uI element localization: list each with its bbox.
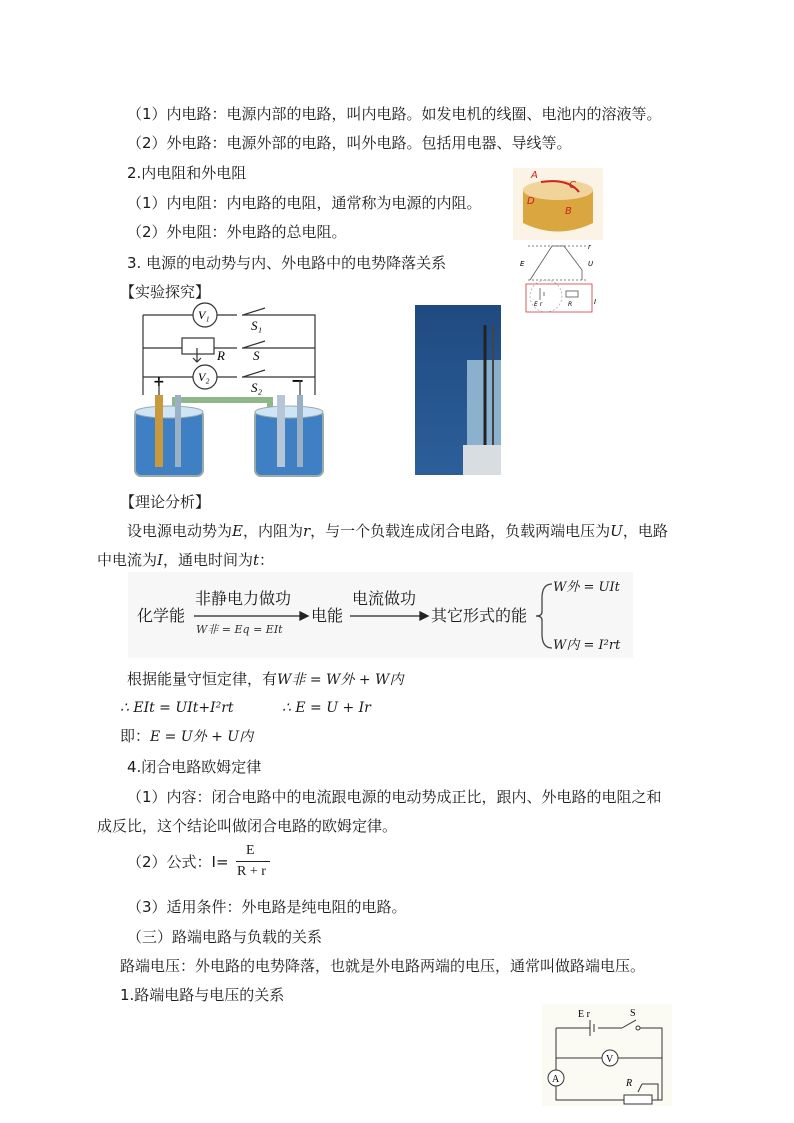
flow-current-work: 电流做功: [352, 589, 417, 608]
flow-electric-energy: 电能: [311, 606, 344, 625]
svg-text:C: C: [569, 180, 576, 191]
svg-text:I: I: [594, 298, 597, 306]
svg-text:S₂: S₂: [251, 380, 263, 395]
label-experiment: 【实验探究】: [120, 283, 211, 301]
ohm-fraction-denominator: R + r: [237, 864, 266, 879]
section-heading-emf: 3. 电源的电动势与内、外电路中的电势降落关系: [127, 254, 447, 272]
svg-text:−: −: [291, 371, 305, 390]
label-theory: 【理论分析】: [120, 493, 211, 511]
svg-text:S: S: [253, 348, 260, 363]
section-heading-ohm: 4.闭合电路欧姆定律: [127, 758, 262, 776]
svg-text:U: U: [588, 260, 594, 268]
svg-text:R: R: [568, 301, 573, 308]
symbol-t: t: [252, 551, 259, 569]
ohm-formula-label: （2）公式：I=: [127, 853, 229, 871]
experiment-photo: [415, 305, 501, 475]
symbol-u: U: [610, 522, 623, 540]
ohm-condition: （3）适用条件：外电路是纯电阻的电路。: [127, 898, 407, 916]
svg-text:R: R: [626, 1078, 633, 1089]
symbol-e: E: [232, 522, 243, 540]
ohm-fraction-numerator: E: [246, 843, 255, 858]
formula-e-sum: E = U外 + U内: [150, 729, 254, 745]
derivation-e-u-ir: ∴ E = U + Ir: [282, 700, 371, 716]
svg-text:+: +: [153, 374, 165, 390]
energy-conservation-line: [127, 669, 403, 690]
svg-text:V₂: V₂: [198, 370, 210, 384]
flow-w-in-formula: W内 = I²rt: [553, 638, 621, 653]
svg-text:S: S: [630, 1008, 636, 1019]
formula-w-sum: W非 = W外 + W内: [277, 672, 404, 688]
ohm-law-content-2: 成反比，这个结论叫做闭合电路的欧姆定律。: [97, 817, 398, 835]
flow-w-out-formula: W外 = UIt: [553, 580, 620, 595]
svg-text:B: B: [565, 206, 572, 217]
theory-setup-line1: [127, 521, 668, 541]
svg-text:D: D: [527, 196, 535, 207]
svg-text:E r: E r: [534, 301, 543, 308]
symbol-r: r: [302, 522, 311, 540]
flow-chemical-energy: 化学能: [137, 606, 186, 625]
svg-text:A: A: [531, 170, 538, 181]
text-segment: ，通电时间为: [162, 551, 253, 569]
circuit-figure: [542, 1004, 672, 1106]
terminal-voltage-def: 路端电压：外电路的电势降落，也就是外电路两端的电压，通常叫做路端电压。: [120, 957, 646, 975]
svg-text:E: E: [520, 260, 525, 268]
ohm-law-content-1: （1）内容：闭合电路中的电流跟电源的电动势成正比，跟内、外电路的电阻之和: [127, 788, 662, 806]
svg-text:R: R: [217, 348, 225, 363]
inner-circuit-def: （1）内电路：电源内部的电路，叫内电路。如发电机的线圈、电池内的溶液等。: [127, 105, 662, 123]
svg-text:S₁: S₁: [251, 318, 263, 333]
section-heading-resistance: 2.内电阻和外电阻: [127, 164, 247, 182]
outer-circuit-def: （2）外电路：电源外部的电路，叫外电路。包括用电器、导线等。: [127, 134, 572, 152]
svg-text:V: V: [606, 1054, 614, 1065]
section-heading-terminal-relation: 1.路端电路与电压的关系: [120, 986, 285, 1004]
flow-w-nonstatic-formula: W非 = Eq = EIt: [196, 623, 283, 636]
text-segment: ：: [259, 551, 275, 569]
symbol-i: I: [157, 551, 163, 569]
text-segment: 根据能量守恒定律，有: [127, 670, 278, 688]
svg-text:V₁: V₁: [198, 308, 210, 322]
experiment-figure: [125, 300, 325, 480]
flow-nonstatic-work: 非静电力做功: [195, 589, 292, 608]
fraction-bar: [236, 861, 270, 862]
text-segment: 即：: [120, 727, 151, 745]
section-heading-terminal: （三）路端电路与负载的关系: [127, 928, 323, 946]
svg-text:E r: E r: [578, 1009, 590, 1020]
text-segment: 中电流为: [97, 551, 158, 569]
text-segment: 设电源电动势为: [127, 522, 233, 540]
beaker-left: [135, 410, 203, 476]
derivation-result: [120, 726, 253, 747]
inner-resistance-def: （1）内电阻：内电路的电阻，通常称为电源的内阻。: [127, 194, 482, 212]
text-segment: ，电路: [622, 522, 668, 540]
text-segment: ，与一个负载连成闭合电路，负载两端电压为: [310, 522, 611, 540]
derivation-eit: ∴ EIt = UIt+I²rt: [120, 700, 234, 716]
svg-text:A: A: [552, 1074, 560, 1085]
svg-text:r: r: [588, 243, 591, 251]
potential-diagram: [516, 240, 606, 322]
text-segment: ，内阻为: [242, 522, 303, 540]
beaker-right: [255, 410, 323, 476]
outer-resistance-def: （2）外电阻：外电路的总电阻。: [127, 223, 347, 241]
flow-other-energy: 其它形式的能: [431, 606, 528, 625]
cylinder-figure: [513, 168, 603, 240]
theory-setup-line2: [97, 550, 274, 570]
